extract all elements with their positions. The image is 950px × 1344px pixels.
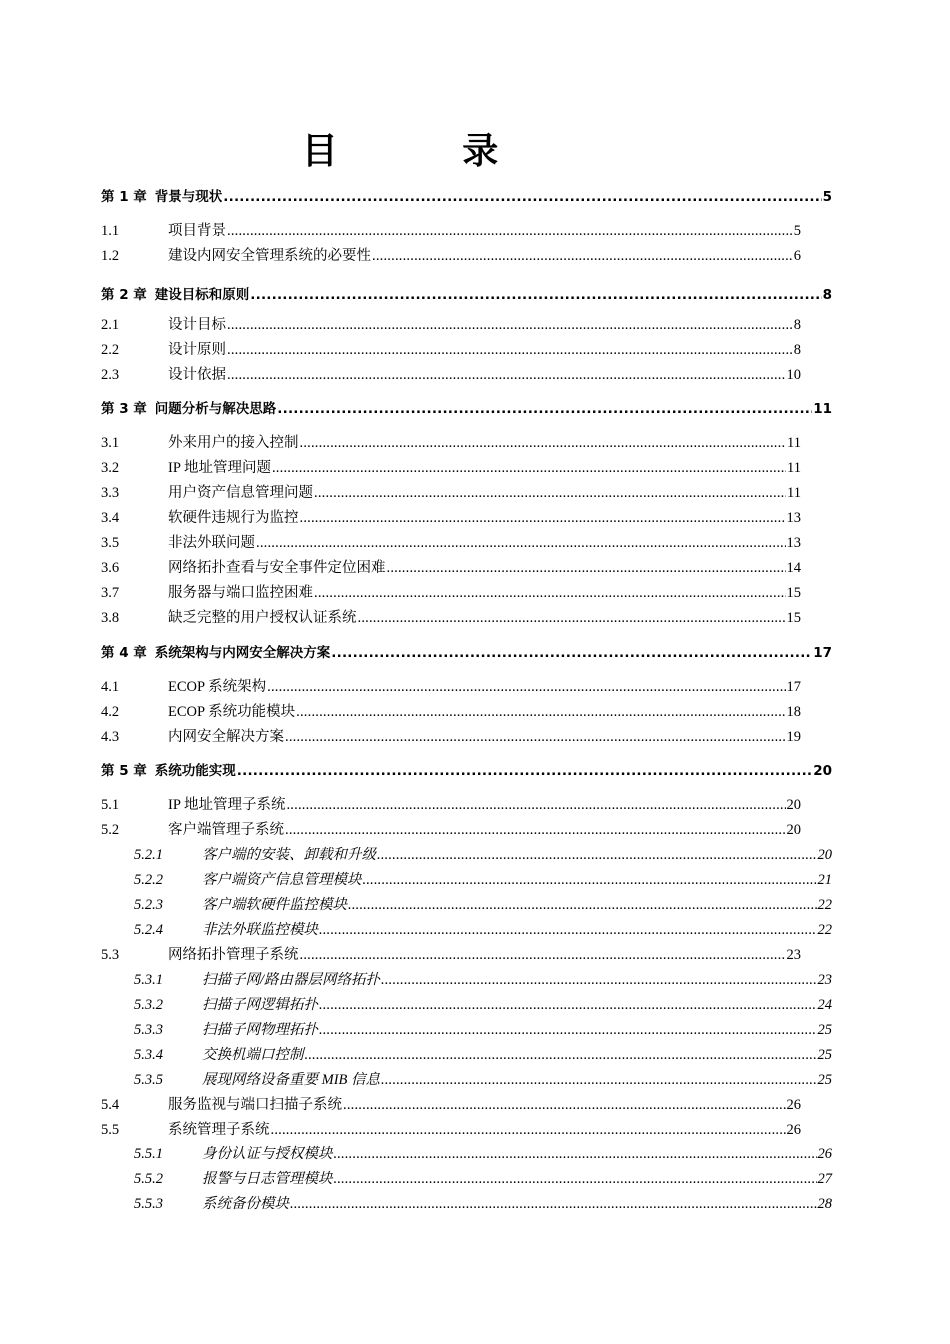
toc-entry-number: 5.3.4 [134,1047,163,1063]
toc-entry-title: 服务监视与端口扫描子系统 [168,1097,342,1113]
toc-dot-leader [363,871,817,889]
toc-entry-number: 5.5 [101,1122,120,1138]
toc-entry-page: 6 [793,248,801,264]
toc-dot-leader [300,434,787,452]
toc-entry-chapter[interactable] [101,398,832,418]
toc-entry-number: 5.1 [101,797,120,813]
toc-entry-page: 17 [813,645,832,661]
toc-entry-page: 11 [787,460,801,476]
toc-dot-leader [300,509,786,527]
toc-entry-title: 交换机端口控制 [202,1047,304,1063]
toc-entry-section[interactable] [101,339,801,359]
toc-entry-number: 第 1 章 [101,189,147,205]
toc-entry-number: 第 4 章 [101,645,147,661]
toc-entry-title: 扫描子网逻辑拓扑 [202,997,318,1013]
toc-entry-page: 20 [786,822,801,838]
toc-dot-leader [285,821,786,839]
toc-entry-page: 25 [817,1047,832,1063]
toc-entry-page: 5 [822,189,832,205]
toc-entry-title: 客户端资产信息管理模块 [202,872,362,888]
toc-entry-title: IP 地址管理子系统 [168,797,286,813]
toc-dot-leader [300,946,786,964]
toc-dot-leader [227,316,793,334]
toc-entry-page: 8 [793,317,801,333]
toc-entry-page: 20 [813,763,832,779]
toc-entry-title: 网络拓扑管理子系统 [168,947,299,963]
toc-entry-section[interactable] [101,482,801,502]
toc-dot-leader [314,484,786,502]
toc-entry-title: IP 地址管理问题 [168,460,271,476]
toc-entry-number: 2.2 [101,342,120,358]
toc-entry-page: 26 [817,1146,832,1162]
toc-entry-number: 1.2 [101,248,120,264]
toc-entry-title: 报警与日志管理模块 [202,1171,333,1187]
toc-entry-section[interactable] [101,1119,801,1139]
toc-entry-number: 5.5.3 [134,1196,163,1212]
toc-dot-leader [277,400,812,418]
toc-entry-title: ECOP 系统功能模块 [168,704,296,720]
toc-entry-sub[interactable] [134,1019,832,1039]
toc-dot-leader [358,609,786,627]
toc-entry-page: 27 [817,1171,832,1187]
toc-entry-page: 15 [786,585,801,601]
toc-entry-chapter[interactable] [101,760,832,780]
toc-entry-section[interactable] [101,557,801,577]
toc-dot-leader [286,796,785,814]
toc-dot-leader [319,921,817,939]
toc-dot-leader [334,1145,817,1163]
toc-entry-title: 服务器与端口监控困难 [168,585,313,601]
toc-entry-page: 21 [817,872,832,888]
toc-entry-number: 5.5.1 [134,1146,163,1162]
toc-entry-page: 26 [786,1097,801,1113]
toc-entry-section[interactable] [101,944,801,964]
toc-entry-number: 第 3 章 [101,401,147,417]
toc-entry-sub[interactable] [134,1168,832,1188]
toc-entry-section[interactable] [101,220,801,240]
toc-entry-page: 8 [822,287,832,303]
toc-entry-sub[interactable] [134,1044,832,1064]
toc-entry-title: 内网安全解决方案 [168,729,284,745]
toc-entry-title: 设计原则 [168,342,226,358]
toc-dot-leader [381,971,816,989]
toc-entry-sub[interactable] [134,844,832,864]
toc-entry-section[interactable] [101,457,801,477]
toc-entry-page: 20 [786,797,801,813]
toc-entry-number: 5.5.2 [134,1171,163,1187]
toc-entry-number: 3.4 [101,510,120,526]
toc-entry-title: 问题分析与解决思路 [154,401,277,417]
toc-entry-title: 系统架构与内网安全解决方案 [154,645,331,661]
toc-entry-page: 25 [817,1022,832,1038]
toc-entry-page: 11 [787,435,801,451]
toc-entry-number: 5.2 [101,822,120,838]
toc-entry-number: 3.3 [101,485,120,501]
toc-dot-leader [272,459,786,477]
toc-entry-section[interactable] [101,607,801,627]
toc-entry-number: 5.3.5 [134,1072,163,1088]
toc-entry-number: 5.2.4 [134,922,163,938]
toc-entry-page: 19 [786,729,801,745]
toc-entry-section[interactable] [101,507,801,527]
toc-dot-leader [343,1096,786,1114]
toc-entry-sub[interactable] [134,1143,832,1163]
toc-dot-leader [237,762,812,780]
toc-entry-number: 4.1 [101,679,120,695]
toc-entry-number: 5.3.3 [134,1022,163,1038]
toc-dot-leader [271,1121,786,1139]
toc-entry-title: 扫描子网/路由器层网络拓扑 [202,972,381,988]
toc-dot-leader [387,559,786,577]
toc-entry-page: 5 [793,223,801,239]
toc-entry-number: 5.3.1 [134,972,163,988]
toc-dot-leader [227,341,793,359]
toc-entry-number: 5.3 [101,947,120,963]
toc-dot-leader [331,644,812,662]
toc-entry-page: 11 [787,485,801,501]
toc-entry-number: 4.3 [101,729,120,745]
toc-entry-number: 2.1 [101,317,120,333]
toc-entry-page: 13 [786,510,801,526]
toc-entry-number: 3.8 [101,610,120,626]
toc-entry-title: 系统备份模块 [202,1196,289,1212]
toc-entry-title: 外来用户的接入控制 [168,435,299,451]
toc-entry-sub[interactable] [134,969,832,989]
toc-entry-number: 2.3 [101,367,120,383]
toc-entry-page: 14 [786,560,801,576]
toc-dot-leader [319,996,817,1014]
toc-entry-title: 项目背景 [168,223,226,239]
toc-entry-title: 网络拓扑查看与安全事件定位困难 [168,560,386,576]
toc-entry-sub[interactable] [134,894,832,914]
toc-entry-title: 客户端管理子系统 [168,822,284,838]
toc-entry-sub[interactable] [134,1193,832,1213]
toc-dot-leader [314,584,786,602]
toc-entry-section[interactable] [101,432,801,452]
toc-entry-section[interactable] [101,582,801,602]
toc-entry-number: 5.2.1 [134,847,163,863]
toc-entry-page: 10 [786,367,801,383]
toc-entry-section[interactable] [101,532,801,552]
toc-dot-leader [319,1021,817,1039]
toc-entry-number: 3.5 [101,535,120,551]
toc-entry-page: 23 [817,972,832,988]
toc-entry-title: 客户端软硬件监控模块 [202,897,347,913]
toc-dot-leader [334,1170,817,1188]
toc-entry-page: 18 [786,704,801,720]
toc-entry-title: 客户端的安装、卸载和升级 [202,847,376,863]
toc-dot-leader [377,846,817,864]
toc-dot-leader [267,678,785,696]
toc-entry-page: 20 [817,847,832,863]
toc-title: 目 录 [301,131,555,172]
toc-entry-title: 软硬件违规行为监控 [168,510,299,526]
toc-entry-section[interactable] [101,726,801,746]
toc-entry-page: 22 [817,922,832,938]
toc-entry-page: 26 [786,1122,801,1138]
toc-entry-section[interactable] [101,245,801,265]
toc-entry-number: 3.7 [101,585,120,601]
toc-entry-section[interactable] [101,314,801,334]
toc-entry-number: 3.6 [101,560,120,576]
toc-entry-number: 第 2 章 [101,287,147,303]
toc-entry-section[interactable] [101,794,801,814]
toc-entry-page: 25 [817,1072,832,1088]
toc-entry-title: 身份认证与授权模块 [202,1146,333,1162]
toc-entry-page: 11 [813,401,832,417]
toc-entry-chapter[interactable] [101,284,832,304]
toc-entry-number: 5.2.2 [134,872,163,888]
toc-entry-number: 5.2.3 [134,897,163,913]
toc-dot-leader [296,703,785,721]
toc-entry-number: 5.3.2 [134,997,163,1013]
toc-entry-title: 设计目标 [168,317,226,333]
toc-entry-number: 1.1 [101,223,120,239]
toc-entry-sub[interactable] [134,1069,832,1089]
toc-entry-page: 17 [786,679,801,695]
toc-entry-title: 展现网络设备重要 MIB 信息 [202,1072,381,1088]
toc-entry-title: 系统功能实现 [154,763,236,779]
toc-entry-title: 建设内网安全管理系统的必要性 [168,248,371,264]
toc-entry-number: 第 5 章 [101,763,147,779]
toc-entry-page: 15 [786,610,801,626]
toc-dot-leader [285,728,786,746]
toc-dot-leader [381,1071,816,1089]
toc-entry-number: 3.2 [101,460,120,476]
toc-entry-sub[interactable] [134,994,832,1014]
toc-dot-leader [250,286,821,304]
toc-entry-page: 24 [817,997,832,1013]
toc-entry-number: 3.1 [101,435,120,451]
toc-entry-title: 设计依据 [168,367,226,383]
toc-entry-section[interactable] [101,819,801,839]
toc-entry-title: 缺乏完整的用户授权认证系统 [168,610,357,626]
toc-entry-number: 4.2 [101,704,120,720]
toc-entry-title: 建设目标和原则 [154,287,250,303]
toc-entry-section[interactable] [101,701,801,721]
toc-dot-leader [223,188,821,206]
toc-entry-title: 非法外联问题 [168,535,255,551]
toc-entry-title: 用户资产信息管理问题 [168,485,313,501]
toc-entry-title: 扫描子网物理拓扑 [202,1022,318,1038]
toc-entry-section[interactable] [101,364,801,384]
toc-dot-leader [227,222,793,240]
toc-entry-page: 13 [786,535,801,551]
toc-entry-section[interactable] [101,1094,801,1114]
toc-entry-page: 28 [817,1196,832,1212]
toc-entry-title: ECOP 系统架构 [168,679,267,695]
toc-dot-leader [348,896,817,914]
toc-dot-leader [372,247,793,265]
toc-entry-title: 系统管理子系统 [168,1122,270,1138]
toc-entry-sub[interactable] [134,919,832,939]
toc-entry-number: 5.4 [101,1097,120,1113]
toc-dot-leader [290,1195,817,1213]
toc-dot-leader [256,534,786,552]
toc-entry-page: 23 [786,947,801,963]
toc-entry-sub[interactable] [134,869,832,889]
toc-dot-leader [305,1046,817,1064]
toc-dot-leader [227,366,786,384]
toc-entry-chapter[interactable] [101,642,832,662]
toc-entry-title: 背景与现状 [154,189,223,205]
toc-entry-page: 8 [793,342,801,358]
toc-entry-title: 非法外联监控模块 [202,922,318,938]
toc-entry-chapter[interactable] [101,186,832,206]
toc-entry-page: 22 [817,897,832,913]
toc-entry-section[interactable] [101,676,801,696]
